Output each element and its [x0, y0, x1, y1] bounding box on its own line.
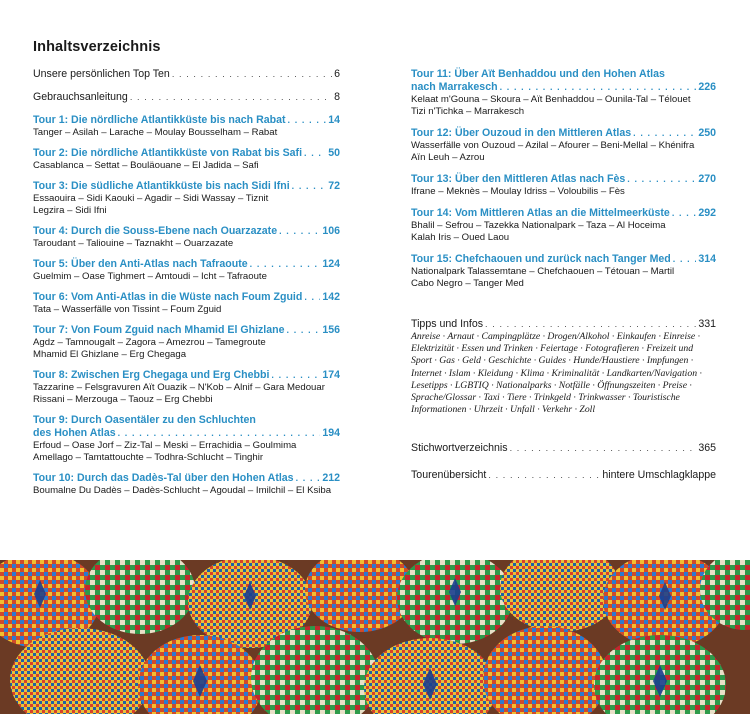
toc-entry-label: Tour 15: Chefchaouen und zurück nach Tanger Med: [411, 253, 671, 265]
dot-leader: [271, 369, 320, 382]
tipps-topic-line: Elektrizität · Essen und Trinken · Feiertage · Fotografieren · Freizeit und: [411, 343, 694, 355]
page-number: 292: [698, 207, 716, 219]
tipps-topic-line: Sprache/Glossar · Taxi · Tiere · Trinkgeld · Trinkwasser · Touristische: [411, 392, 680, 404]
tipps-topic-line: Anreise · Arnaut · Campingplätze · Drogen/Alkohol · Einkaufen · Einreise ·: [411, 331, 701, 342]
dot-leader: [510, 442, 697, 455]
toc-entry-label: Tour 14: Vom Mittleren Atlas an die Mittelmeerküste: [411, 207, 670, 219]
toc-entry-label: nach Marrakesch: [411, 81, 498, 93]
toc-entry-line[interactable]: [33, 258, 340, 271]
toc-entry-label: Tipps und Infos: [411, 318, 484, 330]
toc-entry: [33, 68, 340, 81]
tour-stops: Aïn Leuh – Azrou: [411, 152, 485, 163]
page-number: 6: [334, 68, 340, 80]
tour-entry: [411, 253, 716, 290]
slippers-photo: [0, 560, 750, 714]
dot-leader: [296, 472, 321, 485]
tipps-topic-line: Sport · Gas · Geld · Geschichte · Guides · Hunde/Haustiere · Impfungen ·: [411, 355, 694, 367]
toc-entry-label: des Hohen Atlas: [33, 427, 116, 439]
toc-entry-label: Tourenübersicht: [411, 469, 487, 482]
page-number: 72: [328, 180, 340, 192]
page-number: 250: [698, 127, 716, 139]
tour-entry: [411, 127, 716, 164]
page-number: 142: [322, 291, 340, 303]
tour-entry: [33, 324, 340, 361]
tour-entry: [411, 173, 716, 198]
toc-entry-label: Tour 11: Über Aït Benhaddou und den Hohen Atlas: [411, 68, 665, 80]
tour-stops: Wasserfälle von Ouzoud – Azilal – Afourer – Beni-Mellal – Khénifra: [411, 140, 695, 151]
tour-stops: Tanger – Asilah – Larache – Moulay Bousselham – Rabat: [33, 127, 278, 138]
tour-stops: Legzira – Sidi Ifni: [33, 205, 107, 216]
dot-leader: [130, 91, 332, 104]
tipps-topic-line: Internet · Islam · Kleidung · Klima · Kriminalität · Landkarten/Navigation ·: [411, 367, 702, 379]
tour-entry: [411, 68, 716, 118]
toc-entry-label: Tour 2: Die nördliche Atlantikküste von Rabat bis Safi: [33, 147, 303, 159]
dot-leader: [633, 127, 696, 140]
tour-stops: Mhamid El Ghizlane – Erg Chegaga: [33, 349, 187, 360]
dot-leader: [250, 258, 321, 271]
toc-entry-label: Tour 9: Durch Oasentäler zu den Schluchten: [33, 414, 256, 426]
page-number: 365: [698, 442, 716, 455]
page-number: 174: [322, 369, 340, 381]
dot-leader: [488, 469, 600, 482]
toc-entry-line[interactable]: [411, 318, 716, 331]
toc-entry-line[interactable]: [411, 68, 716, 81]
tour-entry: [33, 114, 340, 139]
dot-leader: [288, 114, 327, 127]
page-number: 270: [698, 173, 716, 185]
dot-leader: [500, 81, 697, 94]
toc-entry-label: Tour 4: Durch die Souss-Ebene nach Ouarzazate: [33, 225, 278, 237]
toc-entry-line[interactable]: [411, 469, 716, 482]
toc-entry-line[interactable]: [33, 369, 340, 382]
tipps-topic-line: Informationen · Uhrzeit · Unfall · Verkehr · Zoll: [411, 404, 596, 416]
dot-leader: [287, 324, 321, 337]
tour-stops: Kelaat m'Gouna – Skoura – Aït Benhaddou – Ounila-Tal – Télouet: [411, 94, 691, 105]
toc-entry-line[interactable]: [33, 427, 340, 440]
toc-entry-line[interactable]: [411, 81, 716, 94]
tour-stops: Taroudant – Taliouine – Taznakht – Ouarzazate: [33, 238, 234, 249]
toc-entry-line[interactable]: [33, 414, 340, 427]
tour-stops: Tizi n'Tichka – Marrakesch: [411, 106, 525, 117]
toc-entry-label: Unsere persönlichen Top Ten: [33, 68, 170, 80]
tour-stops: Essaouira – Sidi Kaouki – Agadir – Sidi Wassay – Tiznit: [33, 193, 269, 204]
toc-entry-line[interactable]: [33, 324, 340, 337]
tipps-topic-line: Lesetipps · LGBTIQ · Nationalparks · Notfälle · Öffnungszeiten · Preise ·: [411, 379, 692, 391]
tour-entry: [33, 225, 340, 250]
tour-stops: Rissani – Merzouga – Taouz – Erg Chebbi: [33, 394, 213, 405]
toc-entry-label: Tour 5: Über den Anti-Atlas nach Tafraoute: [33, 258, 248, 270]
tour-stops: Erfoud – Oase Jorf – Ziz-Tal – Meski – Errachidia – Goulmima: [33, 440, 297, 451]
page-number: hintere Umschlagklappe: [602, 469, 716, 482]
dot-leader: [172, 68, 332, 81]
page-number: 331: [698, 318, 716, 330]
tour-stops: Casablanca – Settat – Bouläouane – El Jadida – Safi: [33, 160, 259, 171]
toc-entry-label: Tour 7: Von Foum Zguid nach Mhamid El Ghizlane: [33, 324, 285, 336]
toc-entry-line[interactable]: [33, 114, 340, 127]
page-number: 314: [698, 253, 716, 265]
toc-entry-line[interactable]: [33, 291, 340, 304]
toc-entry-line[interactable]: [33, 68, 340, 81]
dot-leader: [279, 225, 320, 238]
tour-entry: [33, 147, 340, 172]
tour-stops: Tata – Wasserfälle von Tissint – Foum Zguid: [33, 304, 222, 315]
toc-entry-line[interactable]: [411, 173, 716, 186]
toc-entry-line[interactable]: [411, 253, 716, 266]
toc-right-column: [411, 68, 716, 482]
toc-entry-label: Tour 6: Vom Anti-Atlas in die Wüste nach Foum Zguid: [33, 291, 303, 303]
toc-entry-line[interactable]: [411, 442, 716, 455]
page-number: 226: [698, 81, 716, 93]
dot-leader: [118, 427, 321, 440]
dot-leader: [673, 253, 697, 266]
toc-entry-label: Gebrauchsanleitung: [33, 91, 128, 103]
tour-overview-entry: [411, 469, 716, 482]
page-number: 194: [322, 427, 340, 439]
toc-entry-label: Stichwortverzeichnis: [411, 442, 508, 455]
toc-entry-line[interactable]: [33, 91, 340, 104]
tipps-topics: [411, 331, 716, 416]
tour-stops: Bhalil – Sefrou – Tazekka Nationalpark – Taza – Al Hoceima: [411, 220, 666, 231]
index-entry: [411, 442, 716, 455]
toc-entry-label: Tour 10: Durch das Dadès-Tal über den Hohen Atlas: [33, 472, 294, 484]
tour-entry: [33, 369, 340, 406]
toc-entry-label: Tour 1: Die nördliche Atlantikküste bis nach Rabat: [33, 114, 286, 126]
tour-stops: Tazzarine – Felsgravuren Aït Ouazik – N'Kob – Alnif – Gara Medouar: [33, 382, 325, 393]
toc-entry-label: Tour 3: Die südliche Atlantikküste bis nach Sidi Ifni: [33, 180, 290, 192]
tour-entry: [33, 414, 340, 464]
page-number: 124: [322, 258, 340, 270]
tour-stops: Guelmim – Oase Tighmert – Amtoudi – Icht – Tafraoute: [33, 271, 267, 282]
toc-entry-line[interactable]: [411, 207, 716, 220]
tour-entry: [33, 291, 340, 316]
tour-stops: Amellago – Tamtattouchte – Todhra-Schlucht – Tinghir: [33, 452, 264, 463]
toc-entry-line[interactable]: [33, 147, 340, 160]
toc-entry-label: Tour 8: Zwischen Erg Chegaga und Erg Chebbi: [33, 369, 270, 381]
tour-entry: [33, 472, 340, 497]
page-number: 8: [334, 91, 340, 103]
tour-stops: Cabo Negro – Tanger Med: [411, 278, 524, 289]
tour-entry: [33, 180, 340, 217]
dot-leader: [304, 291, 320, 304]
toc-entry-line[interactable]: [33, 472, 340, 485]
page-number: 50: [328, 147, 340, 159]
dot-leader: [292, 180, 327, 193]
dot-leader: [627, 173, 696, 186]
page-number: 14: [328, 114, 340, 126]
toc-entry-line[interactable]: [33, 180, 340, 193]
tour-stops: Boumalne Du Dadès – Dadès-Schlucht – Agoudal – Imilchil – El Ksiba: [33, 485, 332, 496]
page-number: 106: [322, 225, 340, 237]
toc-entry-label: Tour 13: Über den Mittleren Atlas nach Fès: [411, 173, 626, 185]
page-title: Inhaltsverzeichnis: [33, 39, 161, 55]
toc-entry: [33, 91, 340, 104]
tour-entry: [33, 258, 340, 283]
tour-stops: Agdz – Tamnougalt – Zagora – Amezrou – Tamegroute: [33, 337, 266, 348]
tipps-entry: [411, 318, 716, 416]
toc-entry-line[interactable]: [411, 127, 716, 140]
page-number: 212: [322, 472, 340, 484]
toc-entry-line[interactable]: [33, 225, 340, 238]
tour-stops: Nationalpark Talassemtane – Chefchaouen – Tétouan – Martil: [411, 266, 675, 277]
toc-left-column: [33, 68, 340, 497]
tour-entry: [411, 207, 716, 244]
tour-stops: Kalah Iris – Oued Laou: [411, 232, 510, 243]
page-number: 156: [322, 324, 340, 336]
tour-stops: Ifrane – Meknès – Moulay Idriss – Voloubilis – Fès: [411, 186, 625, 197]
dot-leader: [485, 318, 696, 331]
toc-entry-label: Tour 12: Über Ouzoud in den Mittleren Atlas: [411, 127, 632, 139]
dot-leader: [672, 207, 696, 220]
dot-leader: [304, 147, 326, 160]
